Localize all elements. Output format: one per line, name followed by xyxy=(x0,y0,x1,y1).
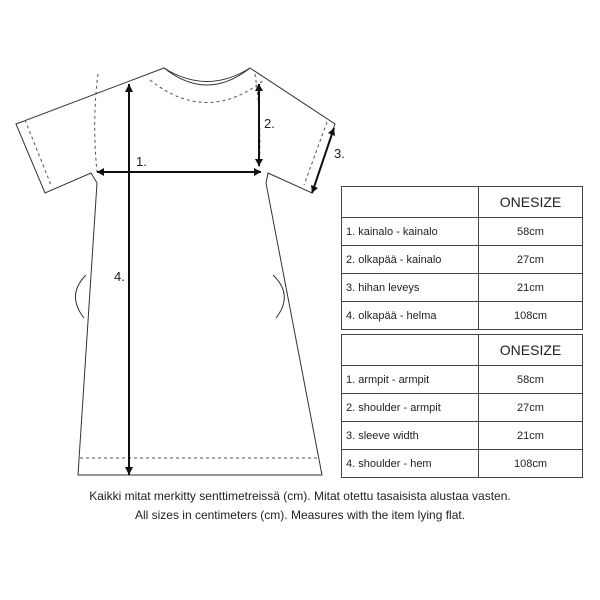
row-value: 21cm xyxy=(479,274,583,302)
table-row xyxy=(342,394,583,422)
table-row xyxy=(342,302,583,330)
measure-label-3: 3. xyxy=(334,146,345,161)
measure-label-1: 1. xyxy=(136,154,147,169)
measure-label-2: 2. xyxy=(264,116,275,131)
row-label: 4. olkapää - helma xyxy=(342,302,479,330)
row-label: 2. olkapää - kainalo xyxy=(342,246,479,274)
table-header-row xyxy=(342,187,583,218)
table-header-row xyxy=(342,335,583,366)
left-pocket xyxy=(75,275,86,318)
row-value: 27cm xyxy=(479,246,583,274)
table-row xyxy=(342,274,583,302)
table-row xyxy=(342,246,583,274)
table-header-empty xyxy=(342,335,479,366)
row-label: 1. kainalo - kainalo xyxy=(342,218,479,246)
row-value: 27cm xyxy=(479,394,583,422)
measure-label-4: 4. xyxy=(114,269,125,284)
size-table-english xyxy=(341,334,583,478)
row-value: 58cm xyxy=(479,366,583,394)
row-value: 21cm xyxy=(479,422,583,450)
row-label: 2. shoulder - armpit xyxy=(342,394,479,422)
row-value: 108cm xyxy=(479,450,583,478)
row-label: 3. hihan leveys xyxy=(342,274,479,302)
row-label: 4. shoulder - hem xyxy=(342,450,479,478)
footer-note-english: All sizes in centimeters (cm). Measures with the item lying flat. xyxy=(134,508,466,522)
table-row xyxy=(342,450,583,478)
dress-outline xyxy=(16,68,335,475)
size-table-finnish xyxy=(341,186,583,330)
row-value: 108cm xyxy=(479,302,583,330)
table-row xyxy=(342,218,583,246)
table-row xyxy=(342,422,583,450)
row-label: 3. sleeve width xyxy=(342,422,479,450)
table-header-empty xyxy=(342,187,479,218)
table-row xyxy=(342,366,583,394)
row-value: 58cm xyxy=(479,218,583,246)
table-header-size: ONESIZE xyxy=(479,187,583,218)
row-label: 1. armpit - armpit xyxy=(342,366,479,394)
table-header-size: ONESIZE xyxy=(479,335,583,366)
footer-note-finnish: Kaikki mitat merkitty senttimetreissä (cm). Mitat otettu tasaisista alustaa vasten. xyxy=(89,489,511,503)
